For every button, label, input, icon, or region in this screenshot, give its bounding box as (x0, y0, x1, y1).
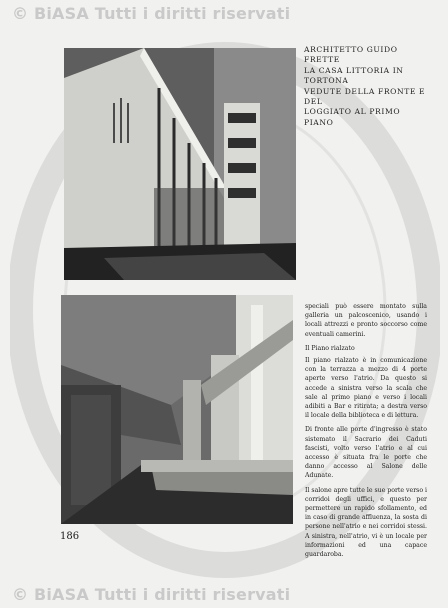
photo-facade (64, 48, 296, 280)
photo-loggia (61, 295, 293, 524)
copyright-watermark-bottom: © BiASA Tutti i diritti riservati (12, 585, 291, 604)
paragraph: Il salone apre tutte le sue porte verso i corridoi degli uffici, e questo per permettere un rapido sfollamento, ed in caso di grande affluenza, la sosta di persone nell'atrio e nei corridoi stessi. A sinistra, nell'atrio, vi è un locale per informazioni ed una capace guardaroba. (305, 486, 427, 559)
caption-line: VEDUTE DELLA FRONTE E DEL (304, 86, 426, 107)
caption-line: LA CASA LITTORIA IN TORTONA (304, 65, 404, 86)
paragraph: Di fronte alle porte d'ingresso è stato sistemato il Sacrario dei Caduti fascisti, volto verso l'atrio e al cui accesso è situata fra le porte che danno accesso al Salone delle Adunate. (305, 426, 427, 480)
figure-caption (304, 45, 432, 128)
caption-line: ARCHITETTO GUIDO FRETTE (304, 45, 398, 65)
article-text (305, 302, 427, 564)
paragraph: Il piano rialzato è in comunicazione con la terrazza a mezzo di 4 porte aperte verso l'atrio. Da questo si accede a sinistra verso la scala che sale al primo piano e verso i locali adibiti a Bar e ritirata; a destra verso il locale della biblioteca e di lettura. (305, 357, 427, 420)
section-subheading: Il Piano rialzato (305, 344, 355, 352)
page-number: 186 (60, 531, 80, 542)
copyright-watermark-top: © BiASA Tutti i diritti riservati (12, 4, 291, 23)
paragraph: speciali può essere montato sulla galleria un palcoscenico, usando i locali attrezzi e pronto soccorso come eventuali camerini. (305, 303, 427, 338)
caption-line: LOGGIATO AL PRIMO PIANO (304, 107, 401, 127)
